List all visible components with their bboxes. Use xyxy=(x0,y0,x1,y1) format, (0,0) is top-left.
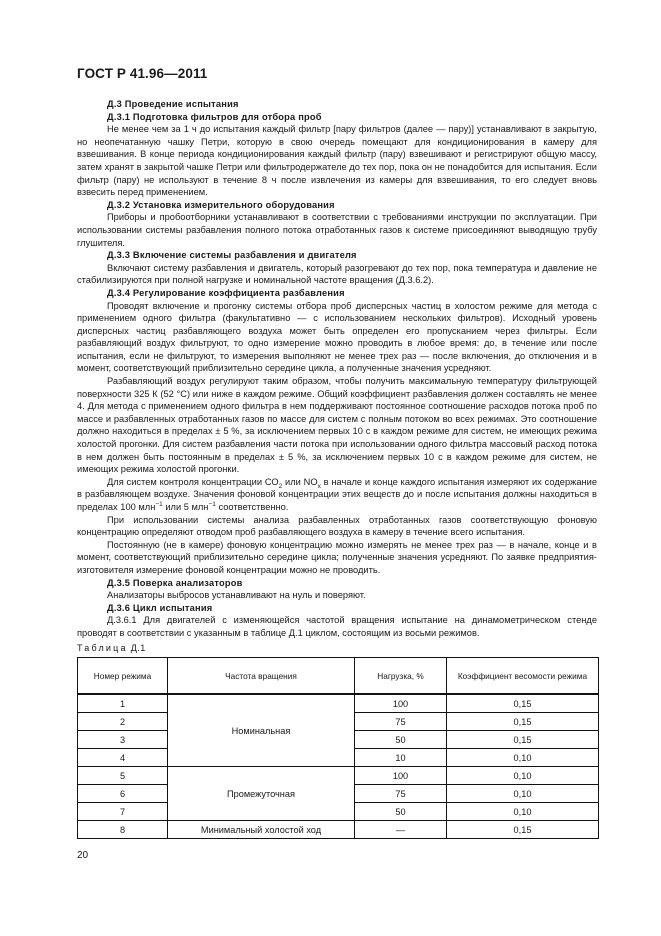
paragraph: Д.3.6.1 Для двигателей с изменяющейся частотой вращения испытание на динамометрическом стенде проводят в соответствии с указанным в таблице Д.1 циклом, состоящим из восьми режимов. xyxy=(77,615,597,638)
cell-load: 50 xyxy=(355,731,447,749)
column-header-load: Нагрузка, % xyxy=(355,658,447,695)
page-number: 20 xyxy=(77,850,89,861)
paragraph: Включают систему разбавления и двигатель, который разогревают до тех пор, пока температура и давление не стабилизируются при полной нагрузке и номинальной частоте вращения (Д.3.6.2). xyxy=(77,262,597,286)
cell-weight: 0,15 xyxy=(447,731,599,749)
cell-load: 50 xyxy=(355,803,447,821)
cell-mode: 2 xyxy=(78,713,168,731)
section-heading-d36: Д.3.6 Цикл испытания xyxy=(107,602,213,613)
text-run: или 5 млн xyxy=(162,502,209,512)
section-heading-d33: Д.3.3 Включение системы разбавления и двигателя xyxy=(107,250,357,261)
text-run: соответственно. xyxy=(215,502,289,512)
cell-mode: 4 xyxy=(78,749,168,767)
section-heading-d35: Д.3.5 Поверка анализаторов xyxy=(107,577,243,588)
cell-weight: 0,15 xyxy=(447,713,599,731)
test-cycle-table xyxy=(77,657,599,839)
cell-weight: 0,10 xyxy=(447,785,599,803)
column-header-mode: Номер режима xyxy=(78,658,168,695)
paragraph-co2-nox xyxy=(77,476,597,514)
column-header-weight: Коэффициент весомости режима xyxy=(447,658,599,695)
table-header-row xyxy=(78,658,599,695)
cell-load: 100 xyxy=(355,767,447,785)
section-heading-d3: Д.3 Проведение испытания xyxy=(107,99,239,109)
section-heading-d32: Д.3.2 Установка измерительного оборудования xyxy=(107,199,335,210)
cell-mode: 1 xyxy=(78,694,168,713)
paragraph: Анализаторы выбросов устанавливают на нуль и поверяют. xyxy=(107,590,366,601)
cell-load: 75 xyxy=(355,785,447,803)
paragraph: Не менее чем за 1 ч до испытания каждый фильтр [пару фильтров (далее — пару)] устанавливают в закрытую, но неопечатанную чашку Петри, которую в свою очередь помещают для кондиционирования в камеру для взвешивания. В конце периода кондиционирования каждый фильтр (пару) взвешивают и регистрируют общую массу, затем хранят в закрытой чашке Петри или фильтродержателе до тех пор, пока он не понадобится для испытания. Если фильтр (пару) не используют в течение 8 ч после извлечения из камеры для взвешивания, то его следует вновь взвесить перед применением. xyxy=(77,124,597,198)
subscript: 2 xyxy=(278,482,283,490)
cell-load: — xyxy=(355,821,447,839)
text-run: Для систем контроля концентрации СО xyxy=(107,476,279,487)
table-caption-number: Д.1 xyxy=(130,643,146,653)
column-header-speed: Частота вращения xyxy=(168,658,355,695)
paragraph: Проводят включение и прогонку системы отбора проб дисперсных частиц в холостом режиме для метода с применением одного фильтра (факультативно — с использованием нескольких фильтров). Исходный уровень дисперсных частиц разбавляющего воздуха может быть определен его пропусканием через фильтры. Если разбавляющий воздух фильтруют, то одно измерение можно проводить в любое время: до, в течение или после испытания, если не фильтруют, то измерения выполняют не менее трех раз — после включения, до отключения и в момент, соответствующий приблизительно середине цикла, а полученные значения усредняют. xyxy=(77,300,597,374)
table-row xyxy=(78,767,599,785)
cell-load: 75 xyxy=(355,713,447,731)
section-heading-d34: Д.3.4 Регулирование коэффициента разбавления xyxy=(107,287,345,298)
document-body xyxy=(77,98,597,640)
cell-mode: 6 xyxy=(78,785,168,803)
cell-speed-group: Номинальная xyxy=(168,694,355,767)
cell-mode: 8 xyxy=(78,821,168,839)
cell-weight: 0,10 xyxy=(447,767,599,785)
cell-weight: 0,15 xyxy=(447,694,599,713)
cell-load: 10 xyxy=(355,749,447,767)
document-id: ГОСТ Р 41.96—2011 xyxy=(77,66,208,81)
cell-mode: 5 xyxy=(78,767,168,785)
table-row xyxy=(78,694,599,713)
paragraph: Разбавляющий воздух регулируют таким образом, чтобы получить максимальную температуру фильтрующей поверхности 325 К (52 °С) или ниже в каждом режиме. Общий коэффициент разбавления должен составлять не менее 4. Для метода с применением одного фильтра в нем поддерживают постоянное соотношение расходов потока проб по массе и разбавленных отработанных газов по массе для систем с полным потоком во всех режимах. Это соотношение должно находиться в пределах ± 5 %, за исключением первых 10 с в каждом режиме для систем, не имеющих режима холостой прогонки. Для систем разбавления части потока при использовании одного фильтра массовый расход потока в нем должен быть постоянным в пределах ± 5 %, за исключением первых 10 с в каждом режиме для систем, не имеющих режима холостой прогонки. xyxy=(77,376,597,475)
text-run: в начале и конце каждого испытания измеряют их содержание в разбавляющем воздухе. Значения фоновой концентрации этих веществ до и после испытания должны находиться в пределах 100 млн xyxy=(77,476,597,512)
subscript: x xyxy=(317,482,321,490)
table-caption-label: Таблица xyxy=(77,643,128,653)
paragraph: При использовании системы анализа разбавленных отработанных газов соответствующую фоновую концентрацию определяют отводом проб разбавляющего воздуха в камеру в течение всего испытания. xyxy=(77,514,597,538)
paragraph: Постоянную (не в камере) фоновую концентрацию можно измерять не менее трех раз — в начале, конце и в момент, соответствующий приблизительно середине цикла; полученные значения усредняют. По заявке предприятия-изготовителя измерение фоновой концентрации можно не проводить. xyxy=(77,539,597,575)
paragraph: Приборы и пробоотборники устанавливают в соответствии с требованиями инструкции по эксплуатации. При использовании системы разбавления полного потока отработанных газов к системе присоединяют выводящую трубу глушителя. xyxy=(77,212,597,248)
cell-mode: 3 xyxy=(78,731,168,749)
text-run: или NO xyxy=(282,476,318,487)
superscript: −1 xyxy=(155,500,163,508)
cell-speed-group: Минимальный холостой ход xyxy=(168,821,355,839)
cell-weight: 0,10 xyxy=(447,803,599,821)
cell-speed-group: Промежуточная xyxy=(168,767,355,821)
cell-load: 100 xyxy=(355,694,447,713)
table-caption xyxy=(77,643,146,653)
cell-weight: 0,15 xyxy=(447,821,599,839)
superscript: −1 xyxy=(208,500,216,508)
section-heading-d31: Д.3.1 Подготовка фильтров для отбора проб xyxy=(107,111,322,122)
cell-mode: 7 xyxy=(78,803,168,821)
cell-weight: 0,10 xyxy=(447,749,599,767)
table-row xyxy=(78,821,599,839)
